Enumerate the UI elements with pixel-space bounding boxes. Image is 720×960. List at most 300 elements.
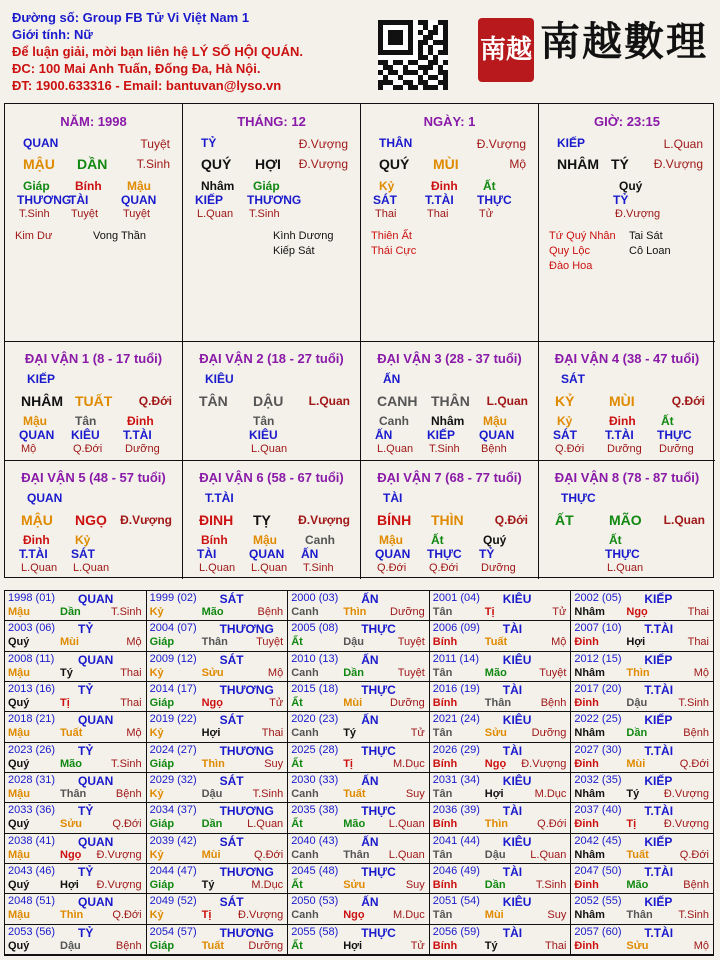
year-star: SÁT <box>219 774 244 788</box>
year-chi: Mão <box>484 666 507 679</box>
year-phase: Suy <box>547 909 567 922</box>
year-can: Mậu <box>8 666 30 679</box>
year-label: 2038 (41) <box>8 834 56 847</box>
hidden-stem: Giáp <box>23 179 50 193</box>
year-label: 2026 (29) <box>432 743 480 756</box>
hidden-phase: Dưỡng <box>607 443 642 455</box>
hidden-phase: T.Sinh <box>429 443 460 455</box>
year-chi: Tị <box>60 697 70 709</box>
hidden-phase: L.Quan <box>21 562 58 574</box>
year-star: KIÊU <box>502 652 532 667</box>
year-phase: Q.Đới <box>537 818 567 831</box>
year-star: T.TÀI <box>644 683 674 697</box>
year-can: Nhâm <box>574 788 605 800</box>
hidden-stem: Kỷ <box>379 179 395 193</box>
year-star: T.TÀI <box>644 743 674 758</box>
year-phase: T.Sinh <box>252 788 284 800</box>
year-can: Canh <box>291 727 319 740</box>
pillar-phase-2: Mộ <box>509 157 526 171</box>
year-chi: Thìn <box>626 666 650 679</box>
year-phase: Dưỡng <box>390 606 425 618</box>
year-chi: Tị <box>343 757 353 770</box>
year-chi: Thân <box>201 636 228 649</box>
hidden-stem: Ất <box>661 414 674 428</box>
hidden-phase: Mộ <box>21 443 37 455</box>
pillar-star: QUAN <box>23 136 59 150</box>
hidden-god: SÁT <box>71 547 95 561</box>
hidden-stem: Đinh <box>609 414 636 428</box>
pillar-phase-1: Đ.Vượng <box>298 137 348 151</box>
year-star: KIẾP <box>644 592 673 606</box>
hidden-phase: Tử <box>479 208 494 220</box>
chart-grid <box>4 103 714 578</box>
year-phase: Bệnh <box>115 788 142 800</box>
year-chi: Dần <box>60 606 81 618</box>
hidden-phase: Q.Đới <box>73 443 103 455</box>
year-cell <box>288 621 430 651</box>
year-phase: T.Sinh <box>535 879 567 891</box>
year-label: 2025 (28) <box>291 743 339 756</box>
hidden-stem: Bính <box>75 179 102 193</box>
year-can: Mậu <box>8 727 30 740</box>
year-star: TÀI <box>502 925 523 940</box>
year-chi: Tý <box>343 727 357 740</box>
pillar-chi: DẦN <box>77 156 108 172</box>
dai-van-star: SÁT <box>561 372 585 386</box>
year-chi: Ngọ <box>343 909 365 922</box>
pillar-star: KIẾP <box>557 136 586 150</box>
hidden-stem: Mậu <box>483 414 507 428</box>
year-cell <box>571 743 713 773</box>
year-label: 2053 (56) <box>8 925 56 938</box>
dai-van-phase: Q.Đới <box>138 394 172 408</box>
hidden-stem: Ất <box>483 179 496 193</box>
hidden-stem: Quý <box>483 533 507 547</box>
hidden-god: QUAN <box>375 547 411 561</box>
hidden-stem: Đinh <box>127 414 154 428</box>
year-star: KIẾP <box>644 652 673 667</box>
year-star: KIÊU <box>502 592 532 606</box>
year-can: Bính <box>432 818 458 831</box>
year-chi: Mùi <box>484 909 504 922</box>
year-chi: Ngọ <box>626 606 648 618</box>
year-label: 2047 (50) <box>574 865 622 877</box>
year-cell <box>5 682 147 712</box>
year-can: Đinh <box>574 939 599 952</box>
hidden-phase: L.Quan <box>251 562 288 574</box>
year-star: ẤN <box>361 652 379 667</box>
year-star: ẤN <box>361 834 379 849</box>
dai-van-chi: TUẤT <box>75 393 113 409</box>
year-phase: Đ.Vượng <box>96 848 142 861</box>
hidden-phase: L.Quan <box>197 208 234 220</box>
year-cell <box>571 894 713 924</box>
hidden-god: THƯƠNG <box>247 193 302 207</box>
year-cell <box>288 682 430 712</box>
year-star: KIÊU <box>502 895 532 910</box>
year-phase: Mộ <box>551 636 567 649</box>
hidden-phase: Thai <box>427 208 449 220</box>
year-label: 2032 (35) <box>574 774 622 786</box>
hidden-phase: T.Sinh <box>249 208 280 220</box>
year-can: Giáp <box>149 818 175 831</box>
hidden-god: TÀI <box>197 547 217 561</box>
dai-van-chi: THÂN <box>431 393 470 409</box>
year-star: KIẾP <box>644 713 673 728</box>
dai-van-phase: L.Quan <box>486 394 528 408</box>
dai-van-5 <box>5 461 183 579</box>
year-star: T.TÀI <box>644 622 674 637</box>
year-cell <box>147 894 289 924</box>
year-cell <box>288 712 430 742</box>
dai-van-title: ĐẠI VẬN 5 (48 - 57 tuổi) <box>21 470 166 485</box>
year-can: Quý <box>8 757 30 770</box>
year-cell <box>288 591 430 621</box>
year-star: TÀI <box>502 743 523 758</box>
year-chi: Mùi <box>201 848 221 861</box>
hidden-stem: Ất <box>609 533 622 547</box>
dai-van-phase: Đ.Vượng <box>120 513 172 527</box>
hidden-phase: T.Sinh <box>19 208 50 220</box>
year-label: 2036 (39) <box>432 804 480 817</box>
special-star: Thiên Ất <box>371 230 412 242</box>
year-cell <box>5 652 147 682</box>
hidden-god: QUAN <box>479 428 515 442</box>
year-phase: L.Quan <box>388 848 425 861</box>
year-cell <box>430 834 572 864</box>
year-star: TÀI <box>502 683 523 697</box>
year-cell <box>430 743 572 773</box>
year-phase: Mộ <box>267 666 284 679</box>
year-phase: Q.Đới <box>112 909 142 922</box>
hidden-stem: Đinh <box>431 179 458 193</box>
hidden-god: TỶ <box>613 193 629 207</box>
dai-van-can: BÍNH <box>377 512 412 528</box>
year-phase: L.Quan <box>247 818 284 831</box>
year-star: TÀI <box>502 865 523 879</box>
year-can: Canh <box>291 666 319 679</box>
dai-van-title: ĐẠI VẬN 4 (38 - 47 tuổi) <box>554 351 700 366</box>
year-phase: Mộ <box>126 636 142 649</box>
year-chi: Sửu <box>201 666 224 679</box>
year-cell <box>288 925 430 955</box>
pillar-can: QUÝ <box>379 156 410 172</box>
year-can: Kỷ <box>149 727 164 740</box>
year-phase: Mộ <box>693 666 709 679</box>
year-star: THỰC <box>361 804 396 819</box>
year-label: 2023 (26) <box>8 743 56 756</box>
year-cell <box>5 591 147 621</box>
special-star: Thái Cực <box>371 245 417 257</box>
year-label: 2013 (16) <box>8 683 56 695</box>
year-phase: Đ.Vượng <box>96 879 142 891</box>
dai-van-can: NHÂM <box>21 393 63 409</box>
year-label: 2006 (09) <box>432 622 480 635</box>
year-chi: Tý <box>484 939 498 952</box>
year-label: 2054 (57) <box>149 925 197 938</box>
year-chi: Mùi <box>343 697 363 709</box>
year-phase: Bệnh <box>257 606 284 618</box>
year-chi: Thìn <box>484 818 509 831</box>
year-cell <box>571 682 713 712</box>
special-star: Kình Dương <box>273 230 334 242</box>
year-chi: Dần <box>343 666 364 679</box>
dai-van-title: ĐẠI VẬN 1 (8 - 17 tuổi) <box>24 351 163 366</box>
year-chi: Sửu <box>60 818 83 831</box>
year-can: Đinh <box>574 818 599 831</box>
year-star: SÁT <box>219 652 244 667</box>
year-cell <box>430 894 572 924</box>
year-chi: Thân <box>484 697 512 709</box>
year-phase: Dưỡng <box>248 939 284 952</box>
year-phase: Bệnh <box>115 939 142 952</box>
hidden-stem: Ất <box>431 533 444 547</box>
year-star: KIÊU <box>502 834 532 849</box>
hidden-stem: Quý <box>619 179 643 193</box>
dai-van-1 <box>5 342 183 461</box>
header-info <box>12 9 303 94</box>
dai-van-can: CANH <box>377 393 418 409</box>
pillar-can: QUÝ <box>201 156 232 172</box>
year-phase: Tử <box>269 697 284 709</box>
hidden-god: TỶ <box>479 547 495 561</box>
year-phase: T.Sinh <box>678 697 709 709</box>
pillar-chi: HỢI <box>255 156 281 172</box>
year-label: 2003 (06) <box>8 622 56 635</box>
year-chi: Dần <box>201 818 223 831</box>
year-phase: Q.Đới <box>253 848 284 861</box>
year-chi: Ngọ <box>201 697 223 709</box>
pillar-phase-2: T.Sinh <box>136 157 170 171</box>
hidden-god: THỰC <box>605 547 640 561</box>
year-label: 2028 (31) <box>8 774 56 786</box>
year-can: Kỷ <box>149 848 164 861</box>
dai-van-title: ĐẠI VẬN 7 (68 - 77 tuổi) <box>377 470 522 485</box>
year-cell <box>147 773 289 803</box>
year-label: 2057 (60) <box>574 925 622 938</box>
year-star: TỶ <box>78 865 94 879</box>
pillar-1 <box>5 104 183 342</box>
year-label: 2035 (38) <box>291 804 339 817</box>
year-label: 2002 (05) <box>574 592 622 604</box>
year-chi: Tuất <box>201 939 224 952</box>
year-phase: Tuyệt <box>397 636 425 649</box>
year-can: Đinh <box>574 757 599 770</box>
hidden-phase: Thai <box>375 208 397 220</box>
dai-van-star: ẤN <box>383 372 401 386</box>
pillar-star: THÂN <box>379 136 413 150</box>
year-phase: T.Sinh <box>678 909 709 922</box>
year-cell <box>5 803 147 833</box>
year-phase: Bệnh <box>683 879 709 891</box>
dai-van-can: MẬU <box>21 512 53 528</box>
year-star: THỰC <box>361 865 396 879</box>
year-cell <box>571 834 713 864</box>
year-chi: Dậu <box>626 697 648 709</box>
year-cell <box>430 682 572 712</box>
year-star: TỶ <box>78 622 94 637</box>
hidden-god: QUAN <box>19 428 55 442</box>
dai-van-phase: Q.Đới <box>671 394 705 408</box>
year-cell <box>147 864 289 894</box>
year-chi: Sửu <box>484 727 507 740</box>
year-phase: Tử <box>410 939 425 952</box>
hidden-phase: L.Quan <box>377 443 414 455</box>
year-star: THỰC <box>361 683 396 697</box>
hidden-stem: Kỷ <box>557 414 573 428</box>
year-cell <box>5 743 147 773</box>
year-label: 1998 (01) <box>8 592 56 604</box>
year-chi: Sửu <box>626 939 649 952</box>
yearly-table <box>4 590 714 956</box>
year-star: QUAN <box>78 713 114 728</box>
year-cell <box>5 773 147 803</box>
year-cell <box>147 652 289 682</box>
year-cell <box>430 621 572 651</box>
year-label: 2004 (07) <box>149 622 197 635</box>
year-cell <box>571 591 713 621</box>
year-phase: Thai <box>120 697 142 709</box>
hidden-god: ẤN <box>301 547 319 561</box>
address-line: ĐC: 100 Mai Anh Tuấn, Đống Đa, Hà Nội. <box>12 61 261 76</box>
year-phase: M.Dục <box>534 788 567 800</box>
hidden-god: THỰC <box>427 547 462 561</box>
hidden-phase: L.Quan <box>607 562 644 574</box>
year-can: Ất <box>291 697 303 709</box>
year-can: Kỷ <box>149 788 164 800</box>
hidden-god: T.TÀI <box>425 193 454 207</box>
special-star: Cô Loan <box>629 245 671 257</box>
year-phase: Đ.Vượng <box>663 788 709 800</box>
year-cell <box>430 652 572 682</box>
year-cell <box>571 621 713 651</box>
year-can: Nhâm <box>574 909 605 922</box>
hidden-god: ẤN <box>375 428 393 442</box>
hidden-god: KIÊU <box>249 428 278 442</box>
year-label: 2046 (49) <box>432 865 480 877</box>
year-chi: Sửu <box>343 879 366 891</box>
pillar-phase-1: L.Quan <box>663 137 703 151</box>
year-cell <box>147 712 289 742</box>
hidden-stem: Nhâm <box>431 414 465 428</box>
year-label: 2005 (08) <box>291 622 339 635</box>
year-cell <box>571 925 713 955</box>
year-cell <box>288 773 430 803</box>
year-star: THỰC <box>361 925 396 940</box>
year-chi: Tý <box>60 666 73 679</box>
special-star: Quy Lộc <box>549 245 590 257</box>
year-phase: Bệnh <box>540 697 567 709</box>
pillar-3 <box>361 104 539 342</box>
year-chi: Mùi <box>60 636 79 649</box>
year-phase: Tuyệt <box>397 666 425 679</box>
year-can: Quý <box>8 939 30 952</box>
qr-code-icon <box>378 20 448 90</box>
year-label: 2031 (34) <box>432 774 480 786</box>
hidden-god: THỰC <box>657 428 692 442</box>
pillar-4 <box>539 104 715 342</box>
year-cell <box>288 894 430 924</box>
year-can: Ất <box>291 636 303 649</box>
year-chi: Tị <box>484 606 495 618</box>
year-chi: Tuất <box>343 788 366 800</box>
dai-van-chi: DẬU <box>253 393 284 409</box>
year-chi: Tuất <box>626 848 649 861</box>
year-star: QUAN <box>78 652 114 667</box>
year-chi: Thân <box>626 909 653 922</box>
hidden-phase: L.Quan <box>73 562 110 574</box>
dai-van-title: ĐẠI VẬN 2 (18 - 27 tuổi) <box>199 351 344 366</box>
phone-email-line: ĐT: 1900.633316 - Email: bantuvan@lyso.vn <box>12 78 282 93</box>
year-label: 2041 (44) <box>432 834 480 847</box>
hidden-stem: Bính <box>201 533 228 547</box>
year-cell <box>430 803 572 833</box>
dai-van-6 <box>183 461 361 579</box>
year-star: KIÊU <box>502 774 532 788</box>
year-cell <box>5 925 147 955</box>
hidden-god: THỰC <box>477 193 512 207</box>
year-chi: Mùi <box>626 757 646 770</box>
pillar-star: TỶ <box>201 136 217 150</box>
hidden-phase: Bệnh <box>481 443 507 455</box>
hidden-phase: Q.Đới <box>429 562 459 574</box>
year-star: THƯƠNG <box>219 622 274 637</box>
year-phase: Đ.Vượng <box>238 909 284 922</box>
year-chi: Hợi <box>60 879 79 891</box>
hidden-stem: Mậu <box>379 533 403 547</box>
year-chi: Dậu <box>343 636 364 649</box>
year-label: 2055 (58) <box>291 925 339 938</box>
year-chi: Tý <box>626 788 640 800</box>
pillar-phase-2: Đ.Vượng <box>653 157 703 171</box>
year-can: Bính <box>432 636 458 649</box>
year-phase: Bệnh <box>683 727 709 740</box>
year-can: Bính <box>432 879 458 891</box>
year-star: THỰC <box>361 622 396 637</box>
year-star: ẤN <box>361 592 379 606</box>
dai-van-title: ĐẠI VẬN 6 (58 - 67 tuổi) <box>199 470 344 485</box>
year-can: Giáp <box>149 879 175 891</box>
contact-line: Để luận giải, mời bạn liên hệ LÝ SỐ HỘI QUÁN. <box>12 44 303 59</box>
year-can: Mậu <box>8 788 30 800</box>
year-can: Quý <box>8 879 30 891</box>
year-star: T.TÀI <box>644 925 674 940</box>
year-label: 2001 (04) <box>432 592 480 604</box>
year-chi: Dần <box>484 879 506 891</box>
year-label: 2030 (33) <box>291 774 339 786</box>
year-label: 2051 (54) <box>432 895 480 908</box>
year-label: 2017 (20) <box>574 683 622 695</box>
year-can: Quý <box>8 697 30 709</box>
pillar-title: NĂM: 1998 <box>60 114 127 129</box>
hidden-phase: Tuyệt <box>123 208 151 220</box>
year-label: 2022 (25) <box>574 713 622 726</box>
year-phase: Q.Đới <box>679 848 709 861</box>
year-cell <box>288 834 430 864</box>
year-star: THƯƠNG <box>219 743 274 758</box>
year-star: TÀI <box>502 622 523 637</box>
year-cell <box>430 591 572 621</box>
year-star: THƯƠNG <box>219 683 274 697</box>
year-label: 2049 (52) <box>149 895 197 908</box>
year-star: QUAN <box>78 774 114 788</box>
year-can: Kỷ <box>149 666 164 679</box>
year-star: SÁT <box>219 895 244 910</box>
year-cell <box>288 864 430 894</box>
special-star: Kiếp Sát <box>273 245 315 257</box>
year-phase: Mộ <box>693 939 709 952</box>
hidden-phase: Dưỡng <box>659 443 694 455</box>
